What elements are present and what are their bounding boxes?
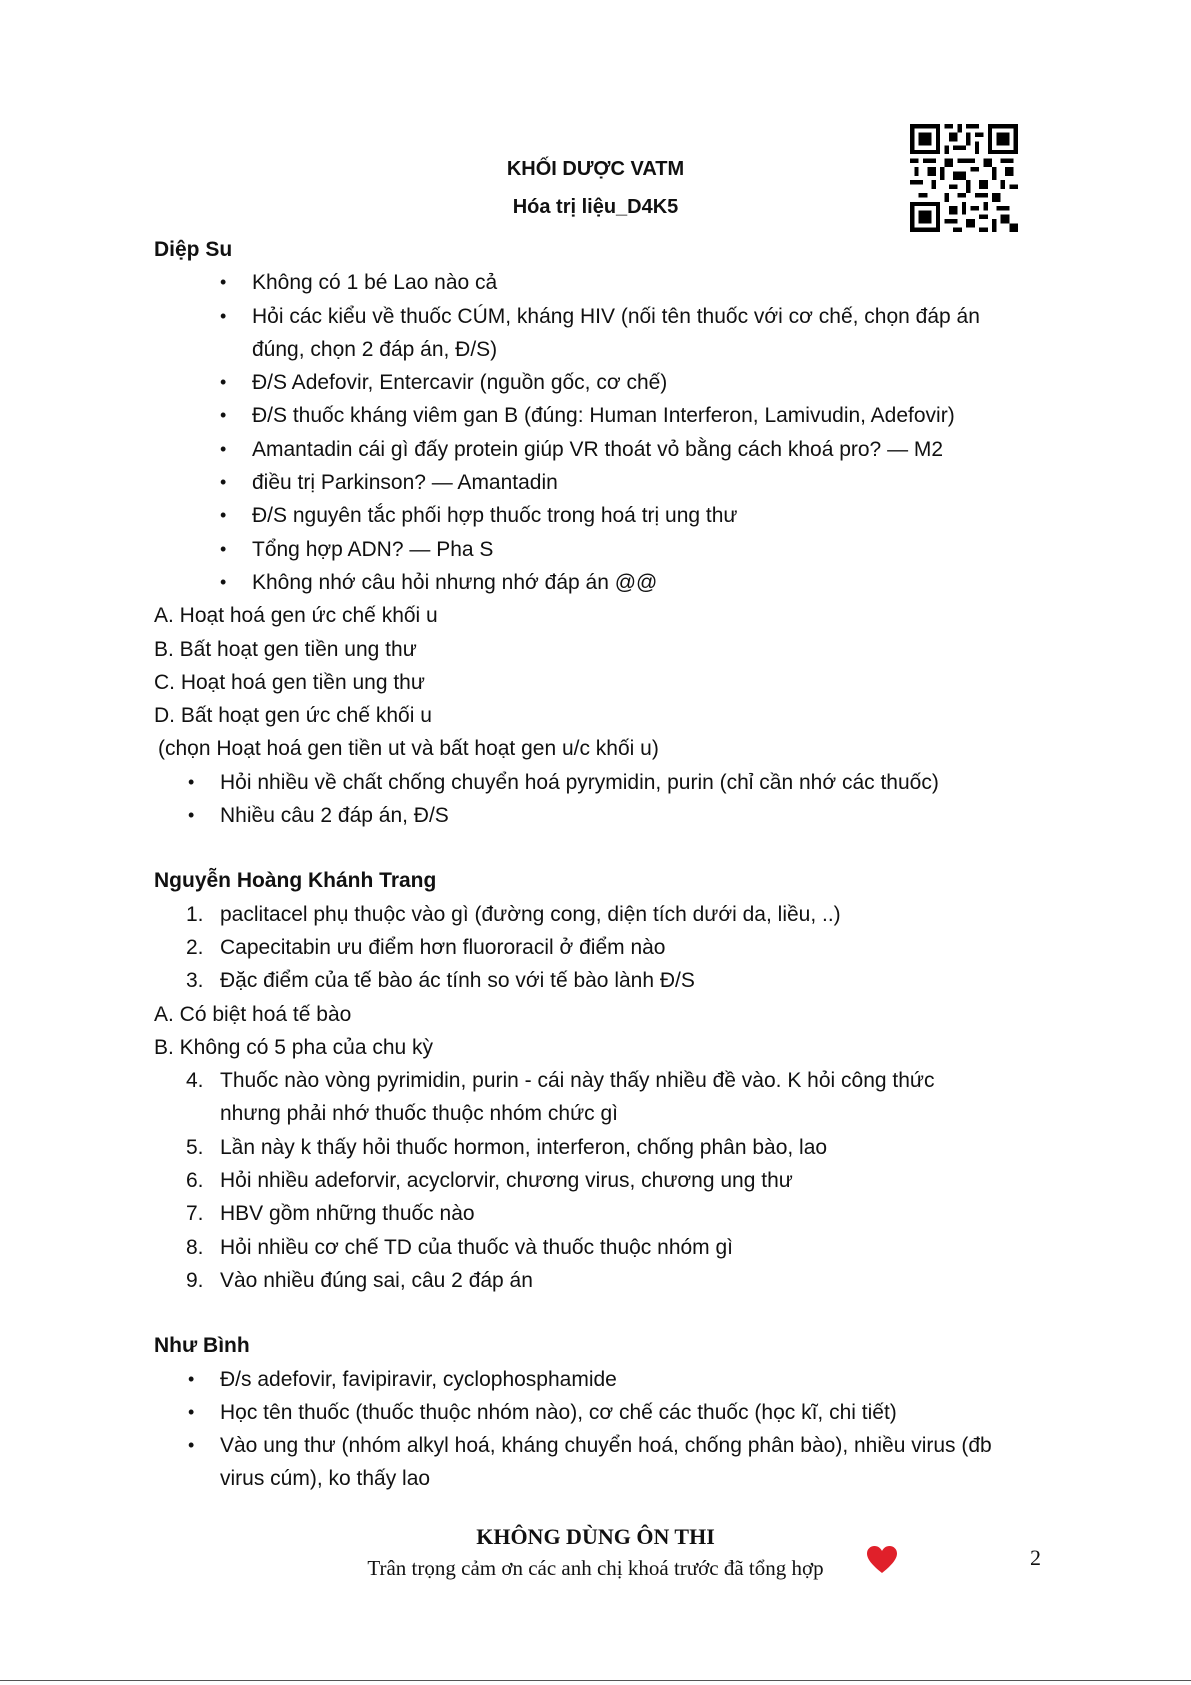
heart-icon bbox=[866, 1545, 898, 1575]
answer-option: D. Bất hoạt gen ức chế khối u bbox=[154, 704, 432, 728]
list-item: • Đ/s adefovir, favipiravir, cyclophosphamide bbox=[154, 1363, 1034, 1396]
list-item-continuation: đúng, chọn 2 đáp án, Đ/S) bbox=[252, 337, 498, 361]
answer-option: B. Bất hoạt gen tiền ung thư bbox=[154, 637, 417, 661]
document-body bbox=[154, 233, 1034, 1496]
list-item: • Vào ung thư (nhóm alkyl hoá, kháng chuyển hoá, chống phân bào), nhiều virus (đb bbox=[154, 1429, 1034, 1462]
list-item: • Học tên thuốc (thuốc thuộc nhóm nào), cơ chế các thuốc (học kĩ, chi tiết) bbox=[154, 1396, 1034, 1429]
item-number: 8. bbox=[186, 1235, 204, 1259]
document-subtitle: Hóa trị liệu_D4K5 bbox=[512, 196, 679, 218]
item-number: 7. bbox=[186, 1202, 204, 1226]
item-text: Hỏi nhiều cơ chế TD của thuốc và thuốc thuộc nhóm gì bbox=[220, 1235, 734, 1259]
item-number: 9. bbox=[186, 1268, 204, 1292]
item-text: Hỏi nhiều adeforvir, acyclorvir, chương virus, chương ung thư bbox=[220, 1169, 793, 1193]
answer-option: A. Có biệt hoá tế bào bbox=[154, 1002, 352, 1026]
item-text: Lần này k thấy hỏi thuốc hormon, interferon, chống phân bào, lao bbox=[220, 1135, 828, 1159]
item-number: 5. bbox=[186, 1135, 204, 1159]
numbered-item bbox=[154, 1131, 1034, 1164]
spacer bbox=[154, 832, 1034, 864]
item-number: 4. bbox=[186, 1069, 204, 1093]
numbered-item bbox=[154, 1197, 1034, 1230]
item-text: Vào nhiều đúng sai, câu 2 đáp án bbox=[220, 1268, 533, 1292]
section-author: Diệp Su bbox=[154, 238, 233, 261]
list-item: • Đ/S thuốc kháng viêm gan B (đúng: Human Interferon, Lamivudin, Adefovir) bbox=[154, 399, 1034, 432]
item-number: 2. bbox=[186, 935, 204, 959]
qr-code-icon bbox=[910, 124, 1018, 232]
page-bottom-rule bbox=[0, 1680, 1191, 1681]
numbered-item bbox=[154, 931, 1034, 964]
document-title: KHỐI DƯỢC VATM bbox=[506, 158, 685, 180]
list-item: • Amantadin cái gì đấy protein giúp VR thoát vỏ bằng cách khoá pro? — M2 bbox=[154, 433, 1034, 466]
answer-option: B. Không có 5 pha của chu kỳ bbox=[154, 1035, 434, 1059]
section-author: Như Bình bbox=[154, 1334, 250, 1358]
list-item: • Không có 1 bé Lao nào cả bbox=[154, 266, 1034, 299]
item-text: Thuốc nào vòng pyrimidin, purin - cái này thấy nhiều đề vào. K hỏi công thức bbox=[220, 1069, 935, 1093]
list-item: • Đ/S Adefovir, Entercavir (nguồn gốc, cơ chế) bbox=[154, 366, 1034, 399]
numbered-item bbox=[154, 1164, 1034, 1197]
answer-option: C. Hoạt hoá gen tiền ung thư bbox=[154, 670, 425, 694]
item-text: HBV gồm những thuốc nào bbox=[220, 1202, 475, 1226]
item-number: 1. bbox=[186, 902, 204, 926]
list-item: • Hỏi các kiểu về thuốc CÚM, kháng HIV (nối tên thuốc với cơ chế, chọn đáp án bbox=[154, 300, 1034, 333]
list-item: • Tổng hợp ADN? — Pha S bbox=[154, 533, 1034, 566]
list-item-continuation: virus cúm), ko thấy lao bbox=[220, 1467, 431, 1491]
item-text: paclitacel phụ thuộc vào gì (đường cong, diện tích dưới da, liều, ..) bbox=[220, 902, 841, 926]
numbered-item bbox=[154, 898, 1034, 931]
list-item: • Đ/S nguyên tắc phối hợp thuốc trong hoá trị ung thư bbox=[154, 499, 1034, 532]
numbered-item bbox=[154, 1264, 1034, 1297]
numbered-item bbox=[154, 964, 1034, 997]
list-item: • Không nhớ câu hỏi nhưng nhớ đáp án @@ bbox=[154, 566, 1034, 599]
spacer bbox=[154, 1297, 1034, 1329]
item-text: Đặc điểm của tế bào ác tính so với tế bào lành Đ/S bbox=[220, 969, 695, 993]
item-text: Capecitabin ưu điểm hơn fluororacil ở điểm nào bbox=[220, 935, 666, 959]
item-number: 3. bbox=[186, 969, 204, 993]
numbered-item bbox=[154, 1231, 1034, 1264]
numbered-item bbox=[154, 1064, 1034, 1097]
list-item: • Nhiều câu 2 đáp án, Đ/S bbox=[154, 799, 1034, 832]
page-number: 2 bbox=[1030, 1545, 1041, 1570]
footer-warning: KHÔNG DÙNG ÔN THI bbox=[476, 1524, 715, 1549]
list-item: • điều trị Parkinson? — Amantadin bbox=[154, 466, 1034, 499]
section-author: Nguyễn Hoàng Khánh Trang bbox=[154, 869, 437, 893]
footer-thanks: Trân trọng cảm ơn các anh chị khoá trước đã tổng hợp bbox=[367, 1556, 824, 1580]
list-item-continuation: nhưng phải nhớ thuốc thuộc nhóm chức gì bbox=[220, 1102, 618, 1126]
answer-note: (chọn Hoạt hoá gen tiền ut và bất hoạt gen u/c khối u) bbox=[158, 737, 659, 761]
list-item: • Hỏi nhiều về chất chống chuyển hoá pyrymidin, purin (chỉ cần nhớ các thuốc) bbox=[154, 766, 1034, 799]
answer-option: A. Hoạt hoá gen ức chế khối u bbox=[154, 604, 438, 628]
item-number: 6. bbox=[186, 1169, 204, 1193]
